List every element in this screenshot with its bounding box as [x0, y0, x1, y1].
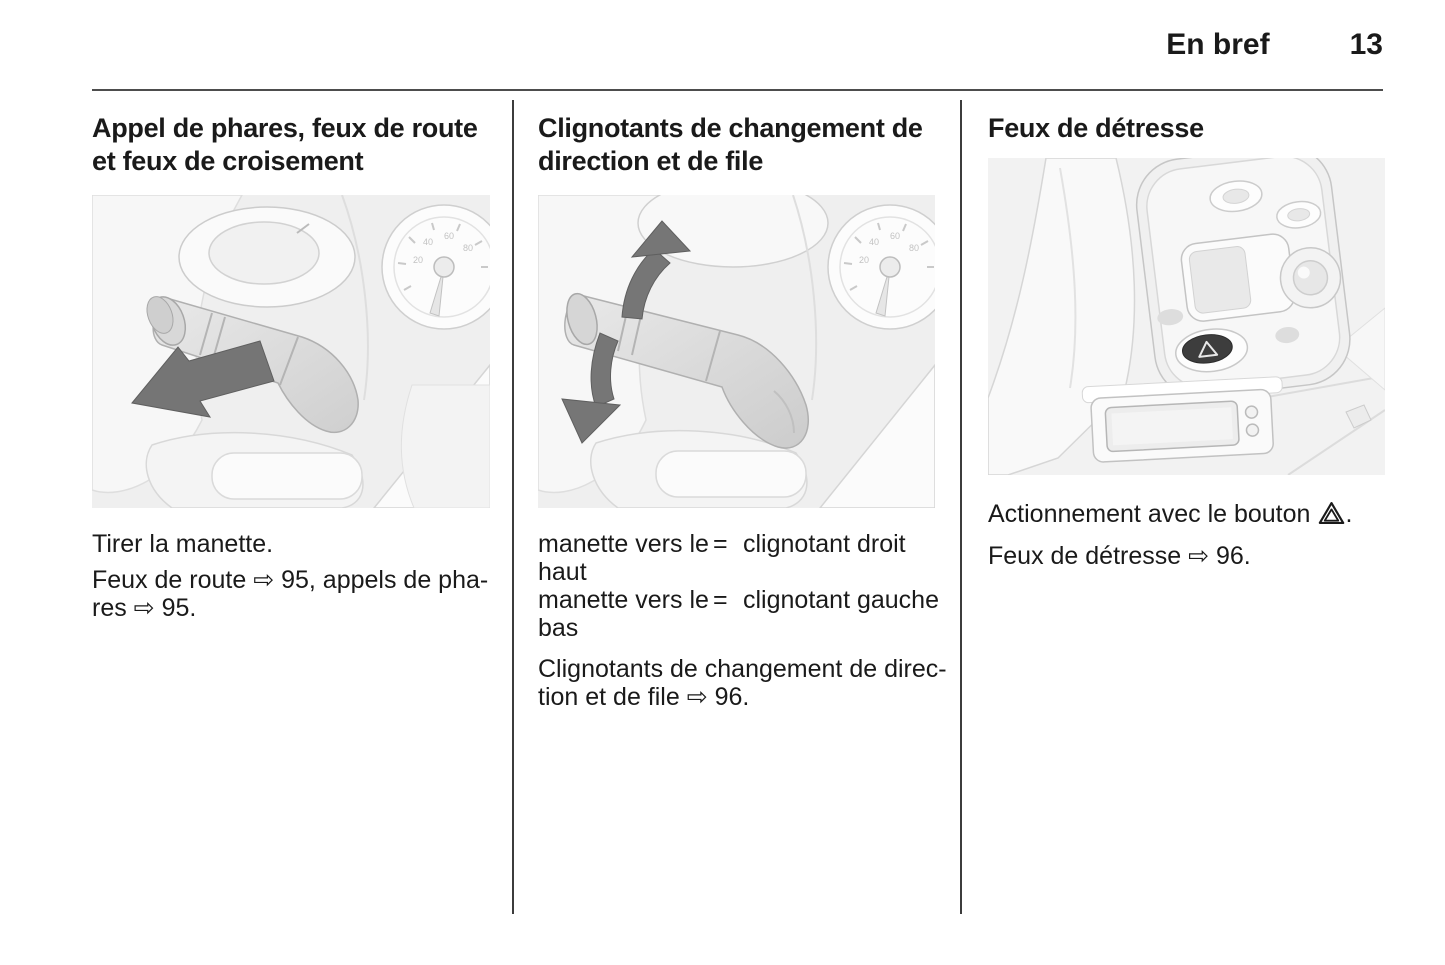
- text-line: Tirer la manette.: [92, 530, 274, 558]
- turn-signal-lever-illustration: [538, 195, 935, 508]
- lever-direction-table: [538, 530, 939, 642]
- lever-pull-text: [92, 530, 490, 558]
- column-turn-signals: [538, 112, 947, 711]
- text-line: Feux de détresse ⇨ 96.: [988, 542, 1251, 570]
- svg-text:20: 20: [859, 255, 870, 265]
- table-term: [538, 530, 713, 586]
- text-segment: .: [1345, 500, 1353, 528]
- page-header: [92, 28, 1383, 62]
- page-number: 13: [1349, 28, 1383, 61]
- headlight-lever-illustration: [92, 195, 490, 508]
- heading-line: Appel de phares, feux de route: [92, 113, 478, 143]
- svg-text:20: 20: [413, 255, 424, 265]
- term-line: manette vers le: [538, 586, 709, 614]
- heading-line: et feux de croisement: [92, 146, 364, 176]
- chapter-title: En bref: [1166, 28, 1270, 61]
- heading-line: direction et de file: [538, 146, 764, 176]
- headlight-reference-text: [92, 566, 490, 622]
- column-divider-1: [512, 100, 514, 914]
- heading-line: Clignotants de changement de: [538, 113, 923, 143]
- term-line: haut: [538, 558, 587, 586]
- heading-line: Feux de détresse: [988, 113, 1204, 143]
- hazard-reference-text: [988, 542, 1385, 570]
- svg-text:60: 60: [444, 231, 455, 241]
- equals-sign: =: [713, 530, 728, 558]
- table-definition: clignotant gauche: [743, 586, 939, 614]
- column-headlight-flash: [92, 112, 490, 622]
- table-term: [538, 586, 713, 642]
- svg-text:80: 80: [463, 243, 474, 253]
- svg-text:40: 40: [423, 237, 434, 247]
- column-hazard-lights: [988, 112, 1385, 570]
- section-heading: [92, 112, 490, 178]
- svg-text:80: 80: [909, 243, 920, 253]
- column-divider-2: [960, 100, 962, 914]
- header-rule: [92, 89, 1383, 91]
- text-line: res ⇨ 95.: [92, 594, 197, 622]
- term-line: manette vers le: [538, 530, 709, 558]
- turn-signal-reference-text: [538, 655, 947, 711]
- table-definition: clignotant droit: [743, 530, 906, 558]
- svg-text:60: 60: [890, 231, 901, 241]
- term-line: bas: [538, 614, 579, 642]
- section-heading: [988, 112, 1385, 145]
- section-heading: [538, 112, 935, 178]
- text-line: Feux de route ⇨ 95, appels de pha-: [92, 566, 489, 594]
- text-line: tion et de file ⇨ 96.: [538, 683, 750, 711]
- text-line: Clignotants de changement de direc-: [538, 655, 947, 683]
- svg-text:40: 40: [869, 237, 880, 247]
- equals-sign: =: [713, 586, 728, 614]
- text-segment: Actionnement avec le bouton: [988, 500, 1311, 528]
- overhead-console-illustration: [988, 158, 1385, 475]
- hazard-actuation-text: [988, 499, 1385, 532]
- hazard-warning-icon: [1318, 501, 1345, 532]
